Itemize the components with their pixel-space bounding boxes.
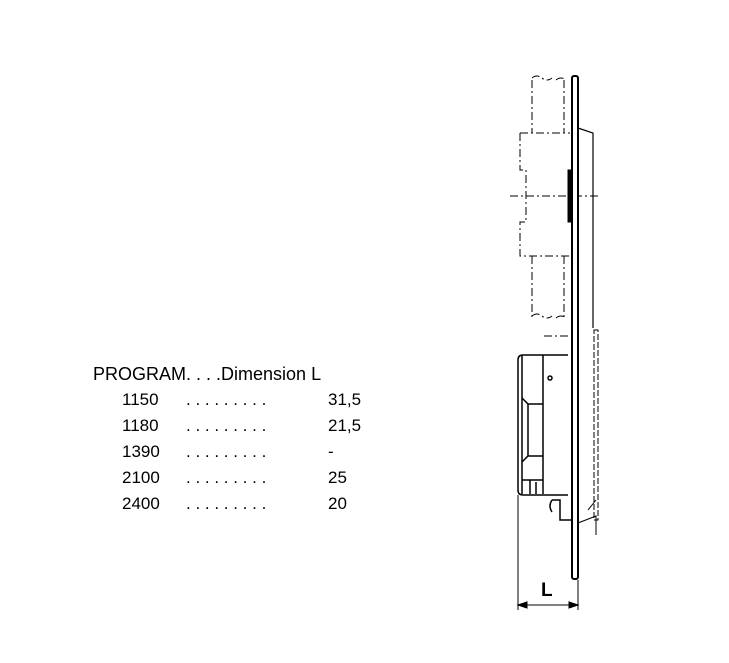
lock-case	[518, 355, 572, 520]
faceplate	[572, 76, 578, 579]
value-cell: 21,5	[328, 416, 362, 435]
faceplate-bracket	[578, 128, 593, 328]
header-dimension: Dimension L	[221, 364, 322, 384]
program-cell: 1390	[122, 442, 160, 461]
dimension-label: L	[541, 580, 553, 601]
value-cell: -	[328, 442, 334, 461]
value-cell: 31,5	[328, 390, 362, 409]
header-dots: . . . .	[186, 364, 222, 384]
header-program: PROGRAM	[93, 364, 187, 384]
door-profile-dashed	[510, 76, 600, 336]
dots: . . . . . . . . .	[186, 494, 267, 513]
faceplate-rear-detail	[578, 330, 598, 535]
program-cell: 1180	[122, 416, 159, 435]
program-cell: 2100	[122, 468, 160, 487]
value-cell: 25	[328, 468, 347, 487]
program-cell: 1150	[122, 390, 159, 409]
program-cell: 2400	[122, 494, 160, 513]
dots: . . . . . . . . .	[186, 468, 267, 487]
dots: . . . . . . . . .	[186, 390, 267, 409]
value-cell: 20	[328, 494, 347, 513]
dots: . . . . . . . . .	[186, 416, 267, 435]
dots: . . . . . . . . .	[186, 442, 267, 461]
